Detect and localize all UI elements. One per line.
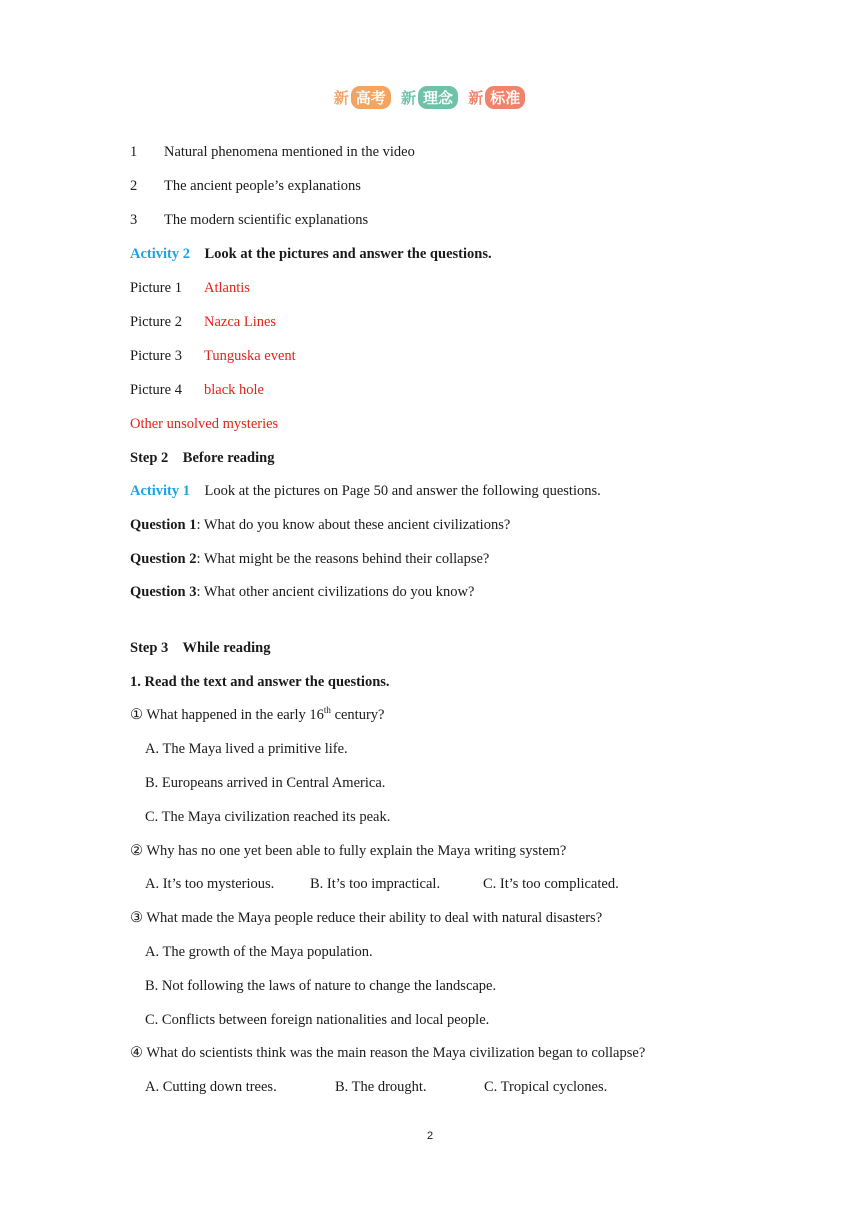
picture-row: Picture 3 Tunguska event xyxy=(130,348,296,364)
option-row xyxy=(145,1078,607,1096)
list-item: 2 The ancient people’s explanations xyxy=(130,178,361,194)
option: B. Not following the laws of nature to change the landscape. xyxy=(145,978,497,994)
header-char-1: 新 xyxy=(333,89,349,107)
step-2-heading: Step 2 Before reading xyxy=(130,450,275,466)
activity-1-heading: Activity 1 Look at the pictures on Page 50 and answer the following questions. xyxy=(130,483,601,499)
option: A. Cutting down trees. xyxy=(145,1079,277,1095)
option: B. It’s too impractical. xyxy=(310,876,441,892)
option: A. The growth of the Maya population. xyxy=(145,944,373,960)
option: A. It’s too mysterious. xyxy=(145,876,275,892)
activity-2-heading: Activity 2 Look at the pictures and answer the questions. xyxy=(130,246,492,262)
picture-row: Picture 4 black hole xyxy=(130,382,264,398)
other-mysteries: Other unsolved mysteries xyxy=(130,416,279,432)
question-3: Question 3: What other ancient civilizations do you know? xyxy=(130,584,475,600)
picture-row: Picture 1 Atlantis xyxy=(130,280,250,296)
option: C. Conflicts between foreign nationalities and local people. xyxy=(145,1012,490,1028)
option: B. The drought. xyxy=(335,1079,427,1095)
list-item: 3 The modern scientific explanations xyxy=(130,212,369,228)
option: C. It’s too complicated. xyxy=(483,876,619,892)
header-pill-gaokao: 高考 xyxy=(351,86,391,109)
header-pill-linian: 理念 xyxy=(418,86,458,109)
page-number: 2 xyxy=(426,1130,434,1142)
task-1-heading: 1. Read the text and answer the questions. xyxy=(130,674,390,690)
header-pill-biaozhun: 标准 xyxy=(485,86,525,109)
option-row xyxy=(145,875,619,893)
mc-question-3: ③ What made the Maya people reduce their ability to deal with natural disasters? xyxy=(130,910,603,926)
option: B. Europeans arrived in Central America. xyxy=(145,775,386,791)
question-2: Question 2: What might be the reasons behind their collapse? xyxy=(130,551,490,567)
mc-question-1: ① What happened in the early 16th century? xyxy=(130,705,385,723)
option: C. Tropical cyclones. xyxy=(484,1079,608,1095)
header-char-2: 新 xyxy=(400,89,416,107)
mc-question-4: ④ What do scientists think was the main reason the Maya civilization began to collapse? xyxy=(130,1045,646,1061)
option: C. The Maya civilization reached its peak. xyxy=(145,809,391,825)
step-3-heading: Step 3 While reading xyxy=(130,640,271,656)
picture-row: Picture 2 Nazca Lines xyxy=(130,314,277,330)
header-char-3: 新 xyxy=(468,89,484,107)
question-1: Question 1: What do you know about these ancient civilizations? xyxy=(130,517,511,533)
mc-question-2: ② Why has no one yet been able to fully explain the Maya writing system? xyxy=(130,843,567,859)
page-header-logo xyxy=(0,86,860,109)
list-item: 1 Natural phenomena mentioned in the video xyxy=(130,144,415,160)
option: A. The Maya lived a primitive life. xyxy=(145,741,348,757)
